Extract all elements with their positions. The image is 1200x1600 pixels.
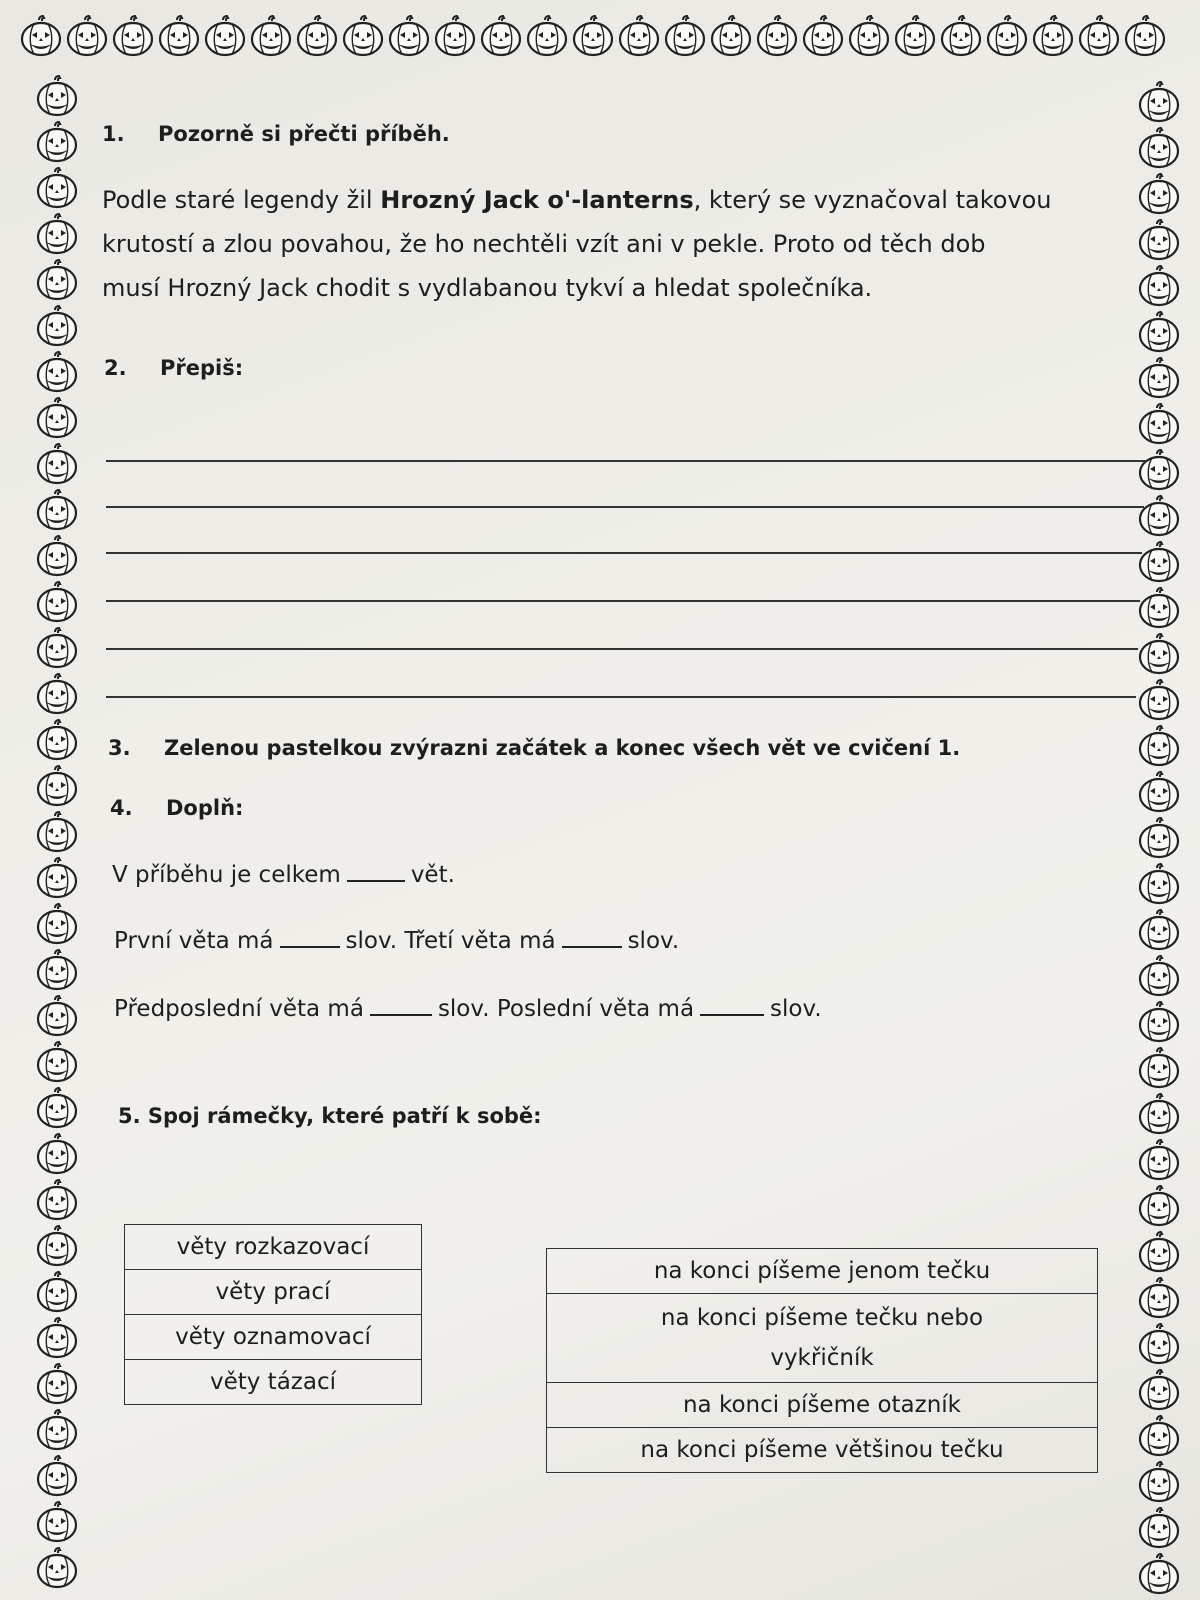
- writing-line-5[interactable]: [106, 648, 1138, 650]
- writing-line-1[interactable]: [106, 460, 1146, 462]
- ex3-number: 3.: [108, 736, 131, 760]
- match-left-2[interactable]: věty prací: [125, 1270, 422, 1315]
- writing-line-6[interactable]: [106, 696, 1136, 698]
- match-left-4[interactable]: věty tázací: [125, 1360, 422, 1405]
- ex2-title: Přepiš:: [160, 356, 244, 380]
- ex2-heading: [104, 356, 243, 380]
- writing-line-3[interactable]: [106, 552, 1142, 554]
- ex4-heading: [110, 796, 243, 820]
- story-line-1: Podle staré legendy žil Hrozný Jack o'-lanterns, který se vyznačoval takovou: [102, 186, 1052, 214]
- ex5-title: 5. Spoj rámečky, které patří k sobě:: [118, 1104, 542, 1128]
- ex4-title: Doplň:: [166, 796, 244, 820]
- blank-penultimate-sentence-words[interactable]: [370, 1013, 432, 1016]
- ex1-number: 1.: [102, 122, 125, 146]
- ex4-number: 4.: [110, 796, 133, 820]
- match-right-1[interactable]: na konci píšeme jenom tečku: [547, 1249, 1098, 1294]
- ex3-heading: [108, 736, 960, 760]
- writing-line-2[interactable]: [106, 506, 1144, 508]
- ex4-line-2: První věta má slov. Třetí věta má slov.: [114, 928, 680, 954]
- blank-sentence-count[interactable]: [347, 879, 405, 882]
- match-right-2[interactable]: na konci píšeme tečku nebo vykřičník: [547, 1294, 1098, 1383]
- writing-line-4[interactable]: [106, 600, 1140, 602]
- ex5-heading: [118, 1104, 542, 1128]
- match-right-3[interactable]: na konci píšeme otazník: [547, 1383, 1098, 1428]
- match-left-3[interactable]: věty oznamovací: [125, 1315, 422, 1360]
- ex1-title: Pozorně si přečti příběh.: [158, 122, 450, 146]
- match-left-1[interactable]: věty rozkazovací: [125, 1225, 422, 1270]
- sentence-endings-table: [546, 1248, 1098, 1473]
- ex4-line-3: Předposlední věta má slov. Poslední věta má slov.: [114, 996, 822, 1022]
- ex4-line-1: V příběhu je celkem vět.: [112, 862, 455, 888]
- story-text: [102, 178, 1162, 310]
- story-line-2: krutostí a zlou povahou, že ho nechtěli vzít ani v pekle. Proto od těch dob: [102, 230, 986, 258]
- story-line-3: musí Hrozný Jack chodit s vydlabanou tykví a hledat společníka.: [102, 274, 873, 302]
- match-right-4[interactable]: na konci píšeme většinou tečku: [547, 1428, 1098, 1473]
- blank-first-sentence-words[interactable]: [280, 945, 340, 948]
- blank-third-sentence-words[interactable]: [562, 945, 622, 948]
- ex1-heading: [102, 122, 450, 146]
- blank-last-sentence-words[interactable]: [700, 1013, 764, 1016]
- sentence-types-table: [124, 1224, 422, 1405]
- ex3-title: Zelenou pastelkou zvýrazni začátek a konec všech vět ve cvičení 1.: [164, 736, 961, 760]
- ex2-number: 2.: [104, 356, 127, 380]
